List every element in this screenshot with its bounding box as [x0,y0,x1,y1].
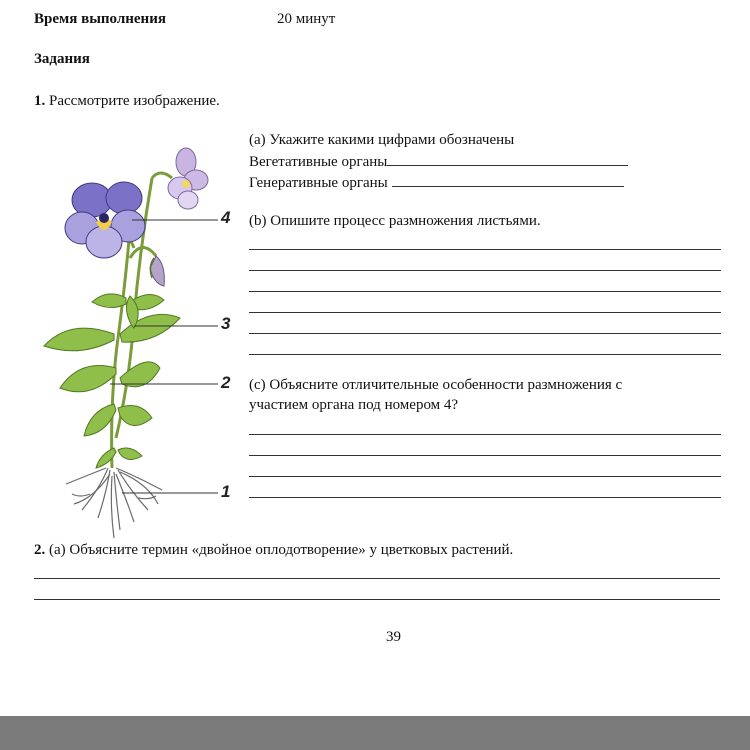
figure-label-1: 1 [221,482,231,501]
part-b-answer-line[interactable] [249,270,721,271]
time-label: Время выполнения [34,11,166,27]
vegetative-organs-row [249,152,628,171]
figure-label-4: 4 [221,208,231,227]
generative-organs-answer-field[interactable] [392,173,624,187]
part-c-question-line2: участием органа под номером 4? [249,397,459,413]
pansy-plant-illustration [30,138,240,540]
part-c-answer-line[interactable] [249,497,721,498]
page-number: 39 [386,629,401,645]
side-flower [168,148,208,209]
figure-label-2: 2 [221,373,231,392]
task2-answer-line[interactable] [34,578,720,579]
task2-answer-line[interactable] [34,599,720,600]
figure-label-3: 3 [221,314,231,333]
task2-prompt [34,541,513,559]
part-b-answer-line[interactable] [249,333,721,334]
task2-number: 2. [34,542,46,558]
vegetative-organs-answer-field[interactable] [387,152,628,166]
part-b-question: (b) Опишите процесс размножения листьями. [249,213,541,229]
task1-prompt-text: Рассмотрите изображение. [49,93,220,109]
part-c-answer-line[interactable] [249,434,721,435]
flower-bud [150,256,164,286]
part-b-answer-line[interactable] [249,354,721,355]
part-b-answer-line[interactable] [249,249,721,250]
task1-prompt [34,92,220,110]
part-c-answer-line[interactable] [249,476,721,477]
part-b-answer-line[interactable] [249,312,721,313]
vegetative-organs-label: Вегетативные органы [249,154,388,170]
tasks-heading: Задания [34,51,90,67]
part-c-question-line1: (c) Объясните отличительные особенности размножения с [249,377,623,393]
time-value: 20 минут [277,11,336,27]
task1-number: 1. [34,93,46,109]
part-c-answer-line[interactable] [249,455,721,456]
roots [66,468,162,538]
part-a-question: (a) Укажите какими цифрами обозначены [249,132,515,148]
task2-prompt-text: (a) Объясните термин «двойное оплодотворение» у цветковых растений. [49,542,514,558]
viewer-bottom-bar [0,716,750,750]
part-b-answer-line[interactable] [249,291,721,292]
generative-organs-label: Генеративные органы [249,175,388,191]
generative-organs-row [249,173,624,192]
